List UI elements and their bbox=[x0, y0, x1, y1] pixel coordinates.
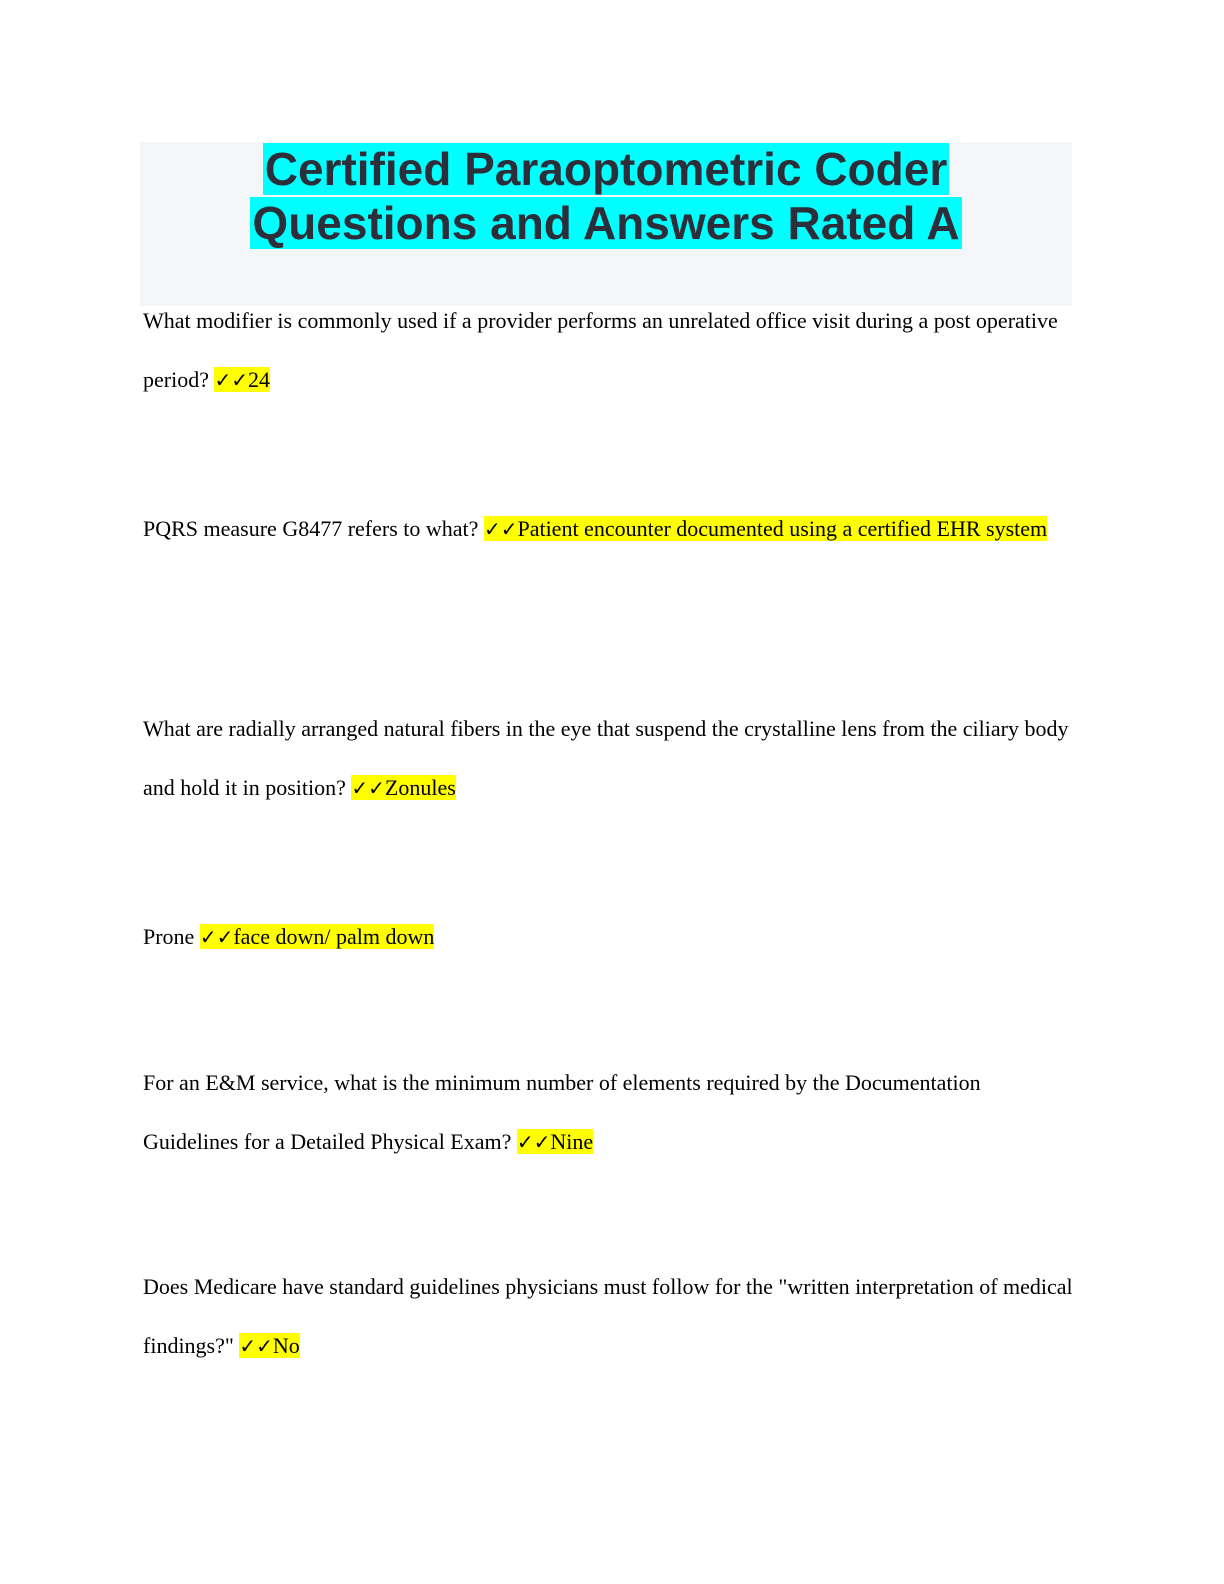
title-highlight-1: Certified Paraoptometric Coder bbox=[264, 143, 948, 195]
double-check-icon: ✓✓ bbox=[351, 776, 385, 800]
answer-highlight bbox=[214, 367, 270, 392]
answer-text: Zonules bbox=[384, 775, 456, 800]
qa-item bbox=[143, 907, 1078, 967]
double-check-icon: ✓✓ bbox=[483, 517, 518, 541]
qa-item bbox=[143, 291, 1078, 410]
answer-highlight bbox=[484, 516, 1047, 541]
answer-text: face down/ palm down bbox=[233, 924, 435, 949]
title-block bbox=[140, 142, 1072, 306]
answer-text: 24 bbox=[247, 367, 270, 392]
document-title-line-2 bbox=[140, 196, 1072, 250]
question-text: Prone bbox=[143, 924, 200, 949]
answer-text: Nine bbox=[550, 1129, 594, 1154]
answer-highlight bbox=[517, 1129, 593, 1154]
qa-item bbox=[143, 699, 1078, 818]
answer-highlight bbox=[200, 924, 435, 949]
double-check-icon: ✓✓ bbox=[239, 1334, 273, 1358]
double-check-icon: ✓✓ bbox=[516, 1130, 551, 1154]
double-check-icon: ✓✓ bbox=[214, 368, 248, 392]
qa-item bbox=[143, 1053, 1078, 1172]
document-title-line-1 bbox=[140, 142, 1072, 196]
question-text: PQRS measure G8477 refers to what? bbox=[143, 516, 484, 541]
question-text: For an E&M service, what is the minimum number of elements required by the Documentation Guidelines for a Detailed Physical Exam? bbox=[143, 1070, 981, 1154]
qa-item bbox=[143, 1257, 1078, 1376]
answer-text: No bbox=[272, 1333, 300, 1358]
question-text: What modifier is commonly used if a provider performs an unrelated office visit during a post operative period? bbox=[143, 308, 1058, 392]
question-text: Does Medicare have standard guidelines physicians must follow for the "written interpretation of medical findings?" bbox=[143, 1274, 1073, 1358]
double-check-icon: ✓✓ bbox=[199, 925, 234, 949]
answer-highlight bbox=[351, 775, 455, 800]
answer-text: Patient encounter documented using a certified EHR system bbox=[517, 516, 1048, 541]
title-highlight-2: Questions and Answers Rated A bbox=[252, 197, 960, 249]
question-text: What are radially arranged natural fibers in the eye that suspend the crystalline lens from the ciliary body and hold it in position? bbox=[143, 716, 1069, 800]
qa-item bbox=[143, 499, 1078, 559]
answer-highlight bbox=[239, 1333, 299, 1358]
